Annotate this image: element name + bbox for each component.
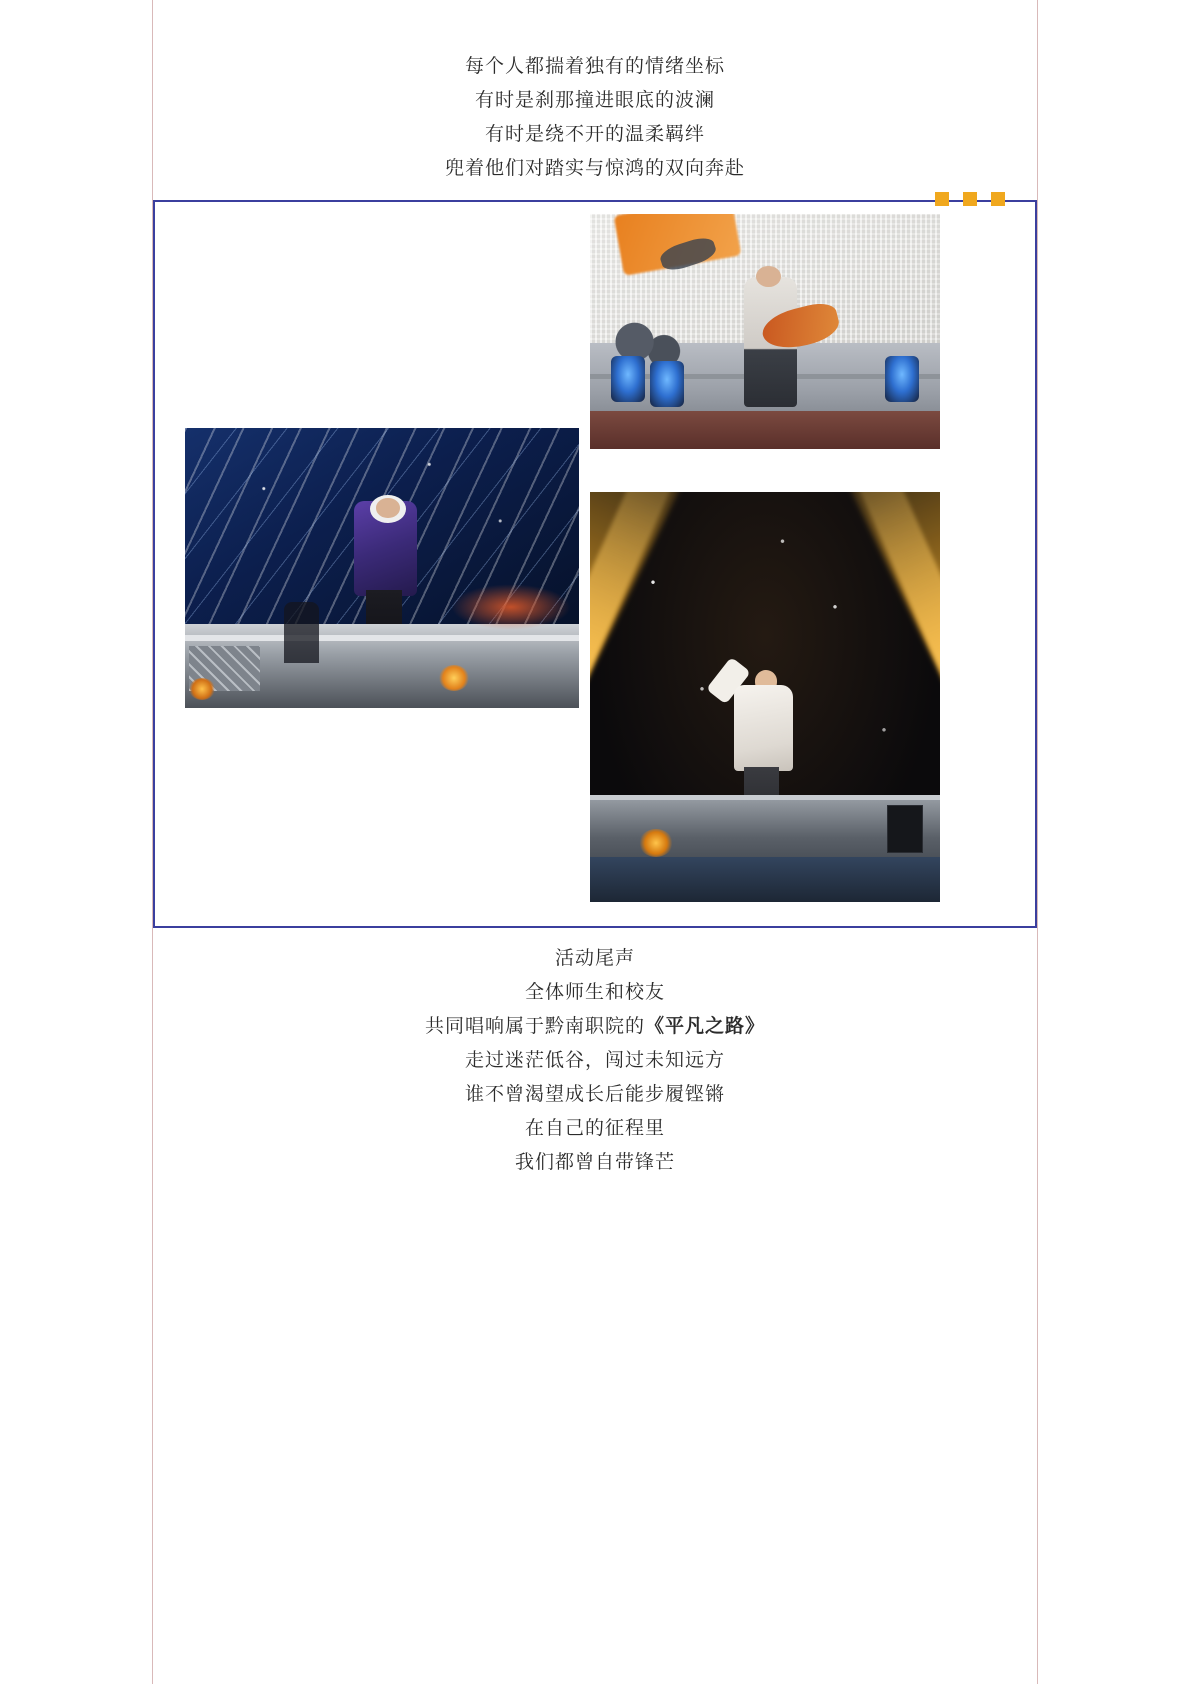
gallery-frame: [153, 200, 1037, 928]
song-title: 《平凡之路》: [645, 1016, 766, 1037]
photo-gallery: [153, 200, 1037, 928]
poem-line: 全体师生和校友: [524, 982, 665, 1003]
poem-line: 有时是刹那撞进眼底的波澜: [474, 90, 715, 111]
poem-line: 我们都曾自带锋芒: [514, 1152, 675, 1173]
square-dot-icon: [963, 192, 977, 206]
decorative-squares: [935, 192, 1005, 206]
top-poem-block: [153, 0, 1037, 186]
poem-line: 在自己的征程里: [524, 1118, 665, 1139]
right-edge-rule: [1037, 0, 1038, 1684]
article-body: [153, 0, 1037, 1684]
photo-guitar-performer: [590, 214, 940, 449]
photo-singer-starfield: [185, 428, 579, 708]
bottom-poem-block: [153, 928, 1037, 1180]
poem-line: 谁不曾渴望成长后能步履铿锵: [464, 1084, 725, 1105]
poem-line: 每个人都揣着独有的情绪坐标: [464, 56, 725, 77]
poem-line: 兜着他们对踏实与惊鸿的双向奔赴: [444, 158, 745, 179]
poem-line-song: [153, 1010, 1037, 1044]
poem-line: 走过迷茫低谷，闯过未知远方: [464, 1050, 725, 1071]
photo-golden-beams: [590, 492, 940, 902]
song-line-prefix: 共同唱响属于黔南职院的: [424, 1016, 645, 1037]
square-dot-icon: [991, 192, 1005, 206]
poem-line: 活动尾声: [554, 948, 635, 969]
poem-line: 有时是绕不开的温柔羁绊: [484, 124, 705, 145]
square-dot-icon: [935, 192, 949, 206]
